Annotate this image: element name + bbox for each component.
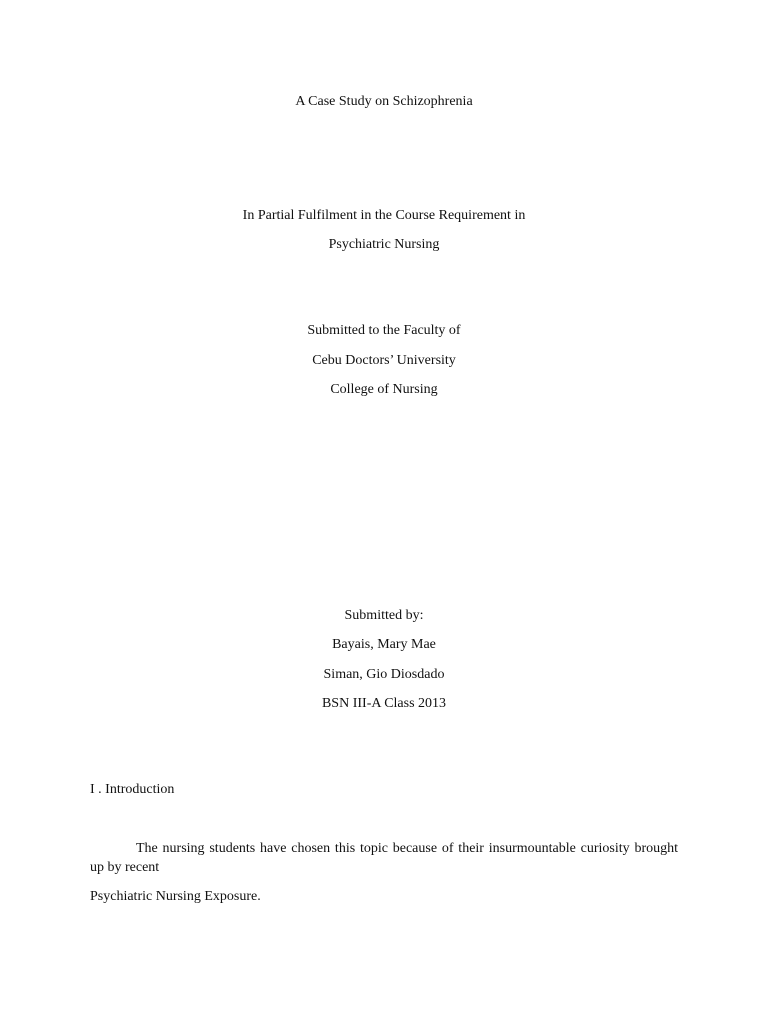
author-1: Bayais, Mary Mae (332, 637, 436, 652)
section-heading: I . Introduction (90, 782, 175, 797)
submitted-to-line-1: Submitted to the Faculty of (307, 323, 461, 338)
introduction-paragraph-continued: Psychiatric Nursing Exposure. (90, 889, 261, 904)
document-title: A Case Study on Schizophrenia (295, 94, 473, 109)
purpose-line-1: In Partial Fulfilment in the Course Requirement in (242, 208, 526, 223)
submitted-to-line-3: College of Nursing (330, 382, 438, 397)
purpose-line-2: Psychiatric Nursing (328, 237, 440, 252)
author-2: Siman, Gio Diosdado (323, 667, 445, 682)
class-label: BSN III-A Class 2013 (321, 696, 447, 711)
submitted-to-line-2: Cebu Doctors’ University (312, 353, 456, 368)
submitted-by-heading: Submitted by: (344, 608, 424, 623)
introduction-paragraph: The nursing students have chosen this topic because of their insurmountable curiosity brought up by recent (90, 841, 678, 875)
